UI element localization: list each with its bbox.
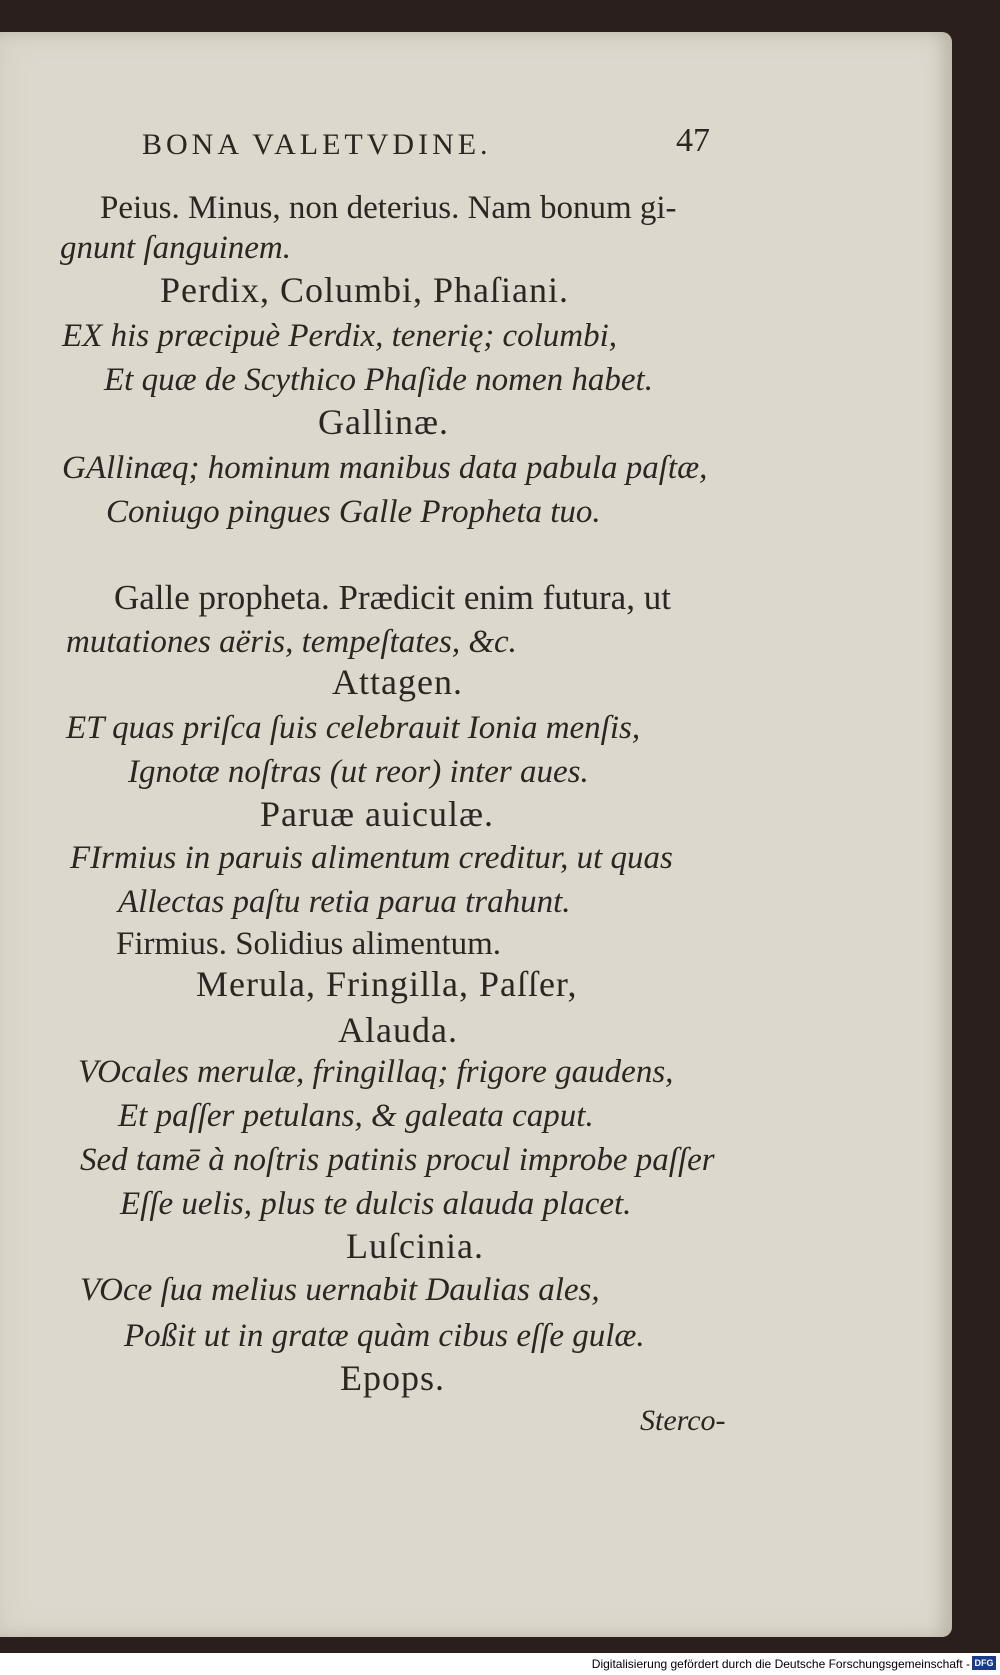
gloss-line: Galle propheta. Prædicit enim futura, ut: [114, 578, 671, 617]
verse-line: Allectas paſtu retia parua trahunt.: [118, 884, 571, 920]
verse-line: Eſſe uelis, plus te dulcis alauda placet.: [120, 1186, 632, 1222]
verse-line: Et quæ de Scythico Phaſide nomen habet.: [104, 362, 653, 398]
verse-line: Et paſſer petulans, & galeata caput.: [118, 1098, 594, 1134]
verse-line: VOce ſua melius uernabit Daulias ales,: [80, 1272, 600, 1308]
running-title: BONA VALETVDINE.: [142, 128, 492, 161]
verse-line: Poßit ut in gratæ quàm cibus eſſe gulæ.: [124, 1318, 645, 1354]
book-page: [0, 32, 952, 1637]
verse-line: Ignotæ noſtras (ut reor) inter aues.: [128, 754, 589, 790]
section-heading: Epops.: [340, 1358, 445, 1398]
verse-line: FIrmius in paruis alimentum creditur, ut quas: [70, 840, 673, 876]
catchword: Sterco-: [640, 1404, 726, 1437]
funding-credit: Digitalisierung gefördert durch die Deutsche Forschungsgemeinschaft -: [591, 1657, 970, 1671]
section-heading: Attagen.: [332, 662, 463, 702]
text-line: gnunt ſanguinem.: [60, 230, 291, 266]
verse-line: EX his præcipuè Perdix, tenerię; columbi,: [62, 318, 618, 354]
verse-line: VOcales merulæ, fringillaq; frigore gaudens,: [78, 1054, 674, 1090]
section-heading: Paruæ auiculæ.: [260, 794, 494, 834]
verse-line: GAllinæq; hominum manibus data pabula paſtæ,: [62, 450, 708, 486]
section-heading: Luſcinia.: [346, 1226, 484, 1266]
verse-line: Sed tamē à noſtris patinis procul improbe paſſer: [80, 1142, 715, 1178]
digitization-footer: [0, 1653, 1000, 1675]
gloss-line: Firmius. Solidius alimentum.: [116, 926, 502, 962]
section-heading: Merula, Fringilla, Paſſer,: [196, 964, 578, 1004]
section-heading: Perdix, Columbi, Phaſiani.: [160, 270, 569, 310]
section-heading: Alauda.: [338, 1010, 458, 1050]
gloss-line: mutationes aëris, tempeſtates, &c.: [66, 624, 517, 660]
verse-line: Coniugo pingues Galle Propheta tuo.: [106, 494, 601, 530]
text-line: Peius. Minus, non deterius. Nam bonum gi-: [100, 190, 677, 226]
verse-line: ET quas priſca ſuis celebrauit Ionia menſis,: [66, 710, 641, 746]
dfg-logo: DFG: [972, 1656, 996, 1670]
page-number: 47: [676, 122, 710, 159]
section-heading: Gallinæ.: [318, 402, 449, 442]
